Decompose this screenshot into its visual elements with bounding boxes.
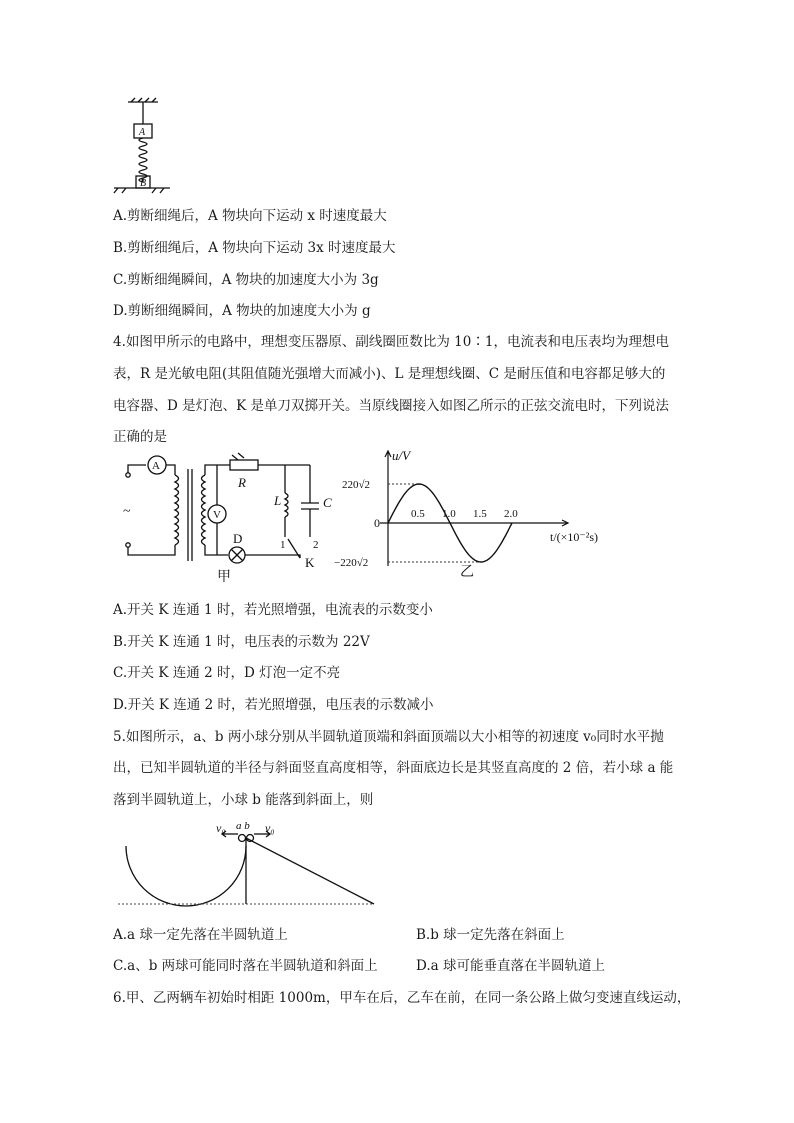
x-tick-label: 1.0 xyxy=(442,508,456,520)
ac-source-symbol: ~ xyxy=(123,504,131,519)
q6-stem-line-1: 6.甲、乙两辆车初始时相距 1000m，甲车在后，乙车在前，在同一条公路上做匀变速直线运动， xyxy=(113,990,691,1006)
x-tick-label: 0.5 xyxy=(411,508,425,520)
ball-a-icon xyxy=(239,835,246,842)
q4-stem-line-1: 4.如图甲所示的电路中，理想变压器原、副线圈匝数比为 10∶1，电流表和电压表均为理想电 xyxy=(113,334,669,350)
q4-option-a: A.开关 K 连通 1 时，若光照增强，电流表的示数变小 xyxy=(113,602,433,618)
q5-stem-line-2: 出，已知半圆轨道的半径与斜面竖直高度相等，斜面底边长是其竖直高度的 2 倍，若小球 a 能 xyxy=(113,760,674,776)
semicircle-slope-figure xyxy=(118,820,388,905)
switch-pos1-label: 1 xyxy=(280,539,286,551)
q5-option-c: C.a、b 两球可能同时落在半圆轨道和斜面上 xyxy=(113,958,378,974)
photoresistor-icon xyxy=(230,460,258,470)
switch-label: K xyxy=(305,555,315,570)
resistor-label: R xyxy=(238,475,246,490)
transformer-circuit-figure xyxy=(120,455,340,585)
ab-label: a b xyxy=(236,820,250,832)
block-b-label: B xyxy=(140,178,147,189)
q4-stem-line-2: 表，R 是光敏电阻(其阻值随光强增大而减小)、L 是理想线圈、C 是耐压值和电容都足够大的 xyxy=(113,366,666,382)
q3-option-b: B.剪断细绳后，A 物块向下运动 3x 时速度最大 xyxy=(113,240,396,256)
q4-option-c: C.开关 K 连通 2 时，D 灯泡一定不亮 xyxy=(113,665,341,681)
q5-option-a: A.a 球一定先落在半圆轨道上 xyxy=(113,927,288,943)
block-a-label: A xyxy=(139,127,146,138)
lamp-label: D xyxy=(233,531,243,546)
y-axis-label: u/V xyxy=(392,448,411,463)
inductor-label: L xyxy=(274,493,282,508)
spring-block-figure xyxy=(112,98,172,193)
origin-label: 0 xyxy=(374,516,380,530)
q4-option-d: D.开关 K 连通 2 时，若光照增强，电压表的示数减小 xyxy=(113,697,434,713)
v0-left-label: v₀ xyxy=(216,821,226,835)
switch-pos2-label: 2 xyxy=(313,539,319,551)
ammeter-label: A xyxy=(152,460,160,472)
sine-graph xyxy=(334,448,600,580)
circuit-caption: 甲 xyxy=(217,570,231,585)
q4-stem-line-4: 正确的是 xyxy=(113,429,167,445)
q5-stem-line-3: 落到半圆轨道上，小球 b 能落到斜面上，则 xyxy=(113,792,374,808)
q4-stem-line-3: 电容器、D 是灯泡、K 是单刀双掷开关。当原线圈接入如图乙所示的正弦交流电时，下列说法 xyxy=(113,398,669,414)
q5-option-b: B.b 球一定先落在斜面上 xyxy=(416,927,565,943)
q5-option-d: D.a 球可能垂直落在半圆轨道上 xyxy=(416,958,605,974)
x-axis-label: t/(×10⁻²s) xyxy=(550,530,599,544)
x-tick-label: 1.5 xyxy=(473,508,487,520)
q5-stem-line-1: 5.如图所示，a、b 两小球分别从半圆轨道顶端和斜面顶端以大小相等的初速度 v₀同时水平抛 xyxy=(113,729,664,745)
capacitor-label: C xyxy=(323,495,332,510)
ymin-label: −220√2 xyxy=(334,557,369,569)
graph-caption: 乙 xyxy=(460,565,474,580)
voltmeter-label: V xyxy=(213,509,221,521)
x-tick-label: 2.0 xyxy=(504,508,518,520)
ymax-label: 220√2 xyxy=(342,479,371,491)
q3-option-d: D.剪断细绳瞬间，A 物块的加速度大小为 g xyxy=(113,303,371,319)
v0-right-label: v₀ xyxy=(265,821,275,835)
q3-option-c: C.剪断细绳瞬间，A 物块的加速度大小为 3g xyxy=(113,272,379,288)
q4-option-b: B.开关 K 连通 1 时，电压表的示数为 22V xyxy=(113,634,370,650)
q3-option-a: A.剪断细绳后，A 物块向下运动 x 时速度最大 xyxy=(113,208,387,224)
